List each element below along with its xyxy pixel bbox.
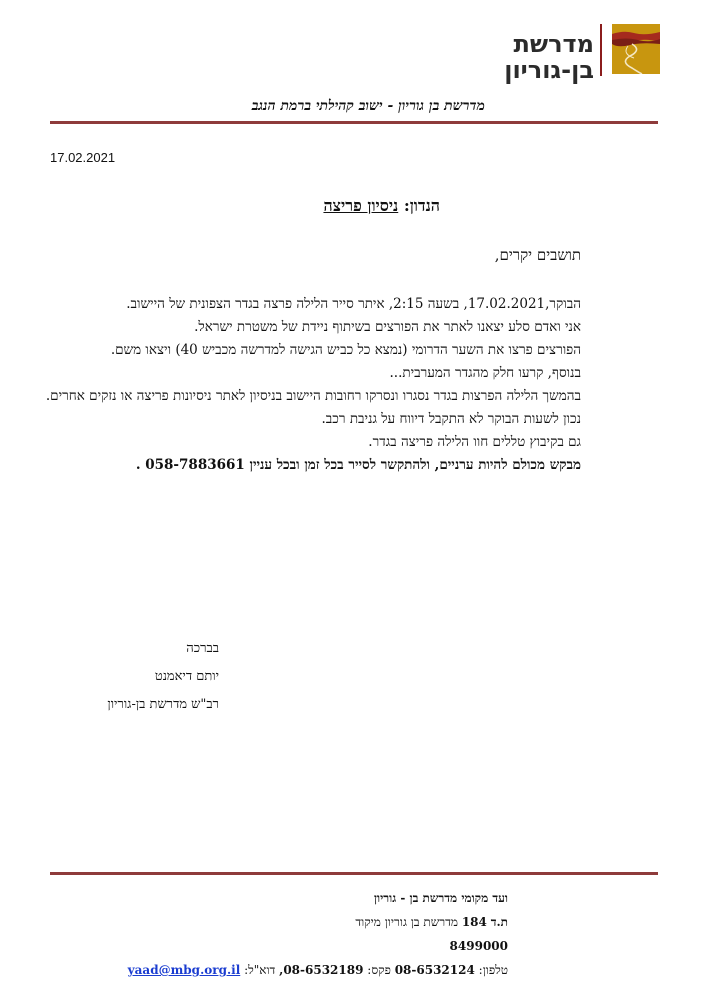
- logo-text-line2: בן-גוריון: [504, 56, 594, 84]
- body-paragraph: נכון לשעות הבוקר לא התקבל דיווח על גניבת רכב.: [321, 411, 581, 427]
- footer-address: [128, 910, 508, 958]
- footer-zip: 8499000: [449, 939, 508, 953]
- body-paragraph: בהמשך הלילה הפרצות בגדר נסגרו ונסרקו רחובות היישוב בניסיון לאתר ניסיונות פריצה או נזקים אחרים.: [45, 388, 581, 404]
- header-subtitle: מדרשת בן גוריון - ישוב קהילתי ברמת הנגב: [251, 98, 485, 114]
- footer-address-text: מדרשת בן גוריון מיקוד: [355, 915, 458, 929]
- desert-landscape-icon: [612, 24, 660, 74]
- closing-request: מבקש מכולם להיות ערניים, ולהתקשר לסייר בכל זמן ובכל עניין 058-7883661 .: [135, 457, 581, 473]
- header-rule: [50, 121, 658, 124]
- body-paragraph: גם בקיבוץ טללים חוו הלילה פריצה בגדר.: [368, 434, 581, 450]
- logo-emblem: [612, 24, 660, 74]
- footer-phone: 08-6532124: [394, 963, 475, 977]
- signature-block: [107, 635, 219, 719]
- signature-title: רב"ש מדרשת בן-גוריון: [107, 697, 219, 712]
- footer-fax: 08-6532189,: [279, 963, 364, 977]
- footer-org: ועד מקומי מדרשת בן - גוריון: [373, 891, 508, 905]
- footer-phone-label: טלפון:: [478, 963, 508, 977]
- footer: [128, 886, 508, 982]
- logo-divider: [600, 24, 602, 76]
- logo-text-line1: מדרשת: [513, 30, 594, 58]
- footer-po-box: 184: [461, 915, 487, 929]
- footer-email-link[interactable]: yaad@mbg.org.il: [127, 963, 241, 977]
- footer-email-label: דוא"ל:: [244, 963, 276, 977]
- body-paragraph: בנוסף, קרעו חלק מהגדר המערבית...: [389, 365, 581, 381]
- footer-contact: [128, 958, 508, 982]
- letter-date: 17.02.2021: [50, 150, 116, 165]
- letter-greeting: תושבים יקרים,: [494, 246, 581, 264]
- footer-rule: [50, 872, 658, 875]
- footer-po-label: ת.ד: [490, 915, 508, 929]
- signature-greeting: בברכה: [186, 641, 219, 656]
- footer-fax-label: פקס:: [367, 963, 391, 977]
- body-paragraph: הבוקר,17.02.2021, בשעה 2:15, איתר סייר הלילה פרצה בגדר הצפונית של היישוב.: [126, 296, 581, 312]
- signature-name: יותם דיאמנט: [154, 669, 219, 684]
- subject-text: ניסיון פריצה: [323, 196, 399, 215]
- subject-prefix: הנדון:: [403, 196, 440, 215]
- body-paragraph: אני ואדם סלע יצאנו לאתר את הפורצים בשיתוף ניידת של משטרת ישראל.: [194, 319, 581, 335]
- letter-subject: [323, 196, 440, 216]
- letter-body: [41, 293, 581, 477]
- body-paragraph: הפורצים פרצו את השער הדרומי (נמצא כל כביש הגישה למדרשה מכביש 40) ויצאו משם.: [110, 342, 581, 358]
